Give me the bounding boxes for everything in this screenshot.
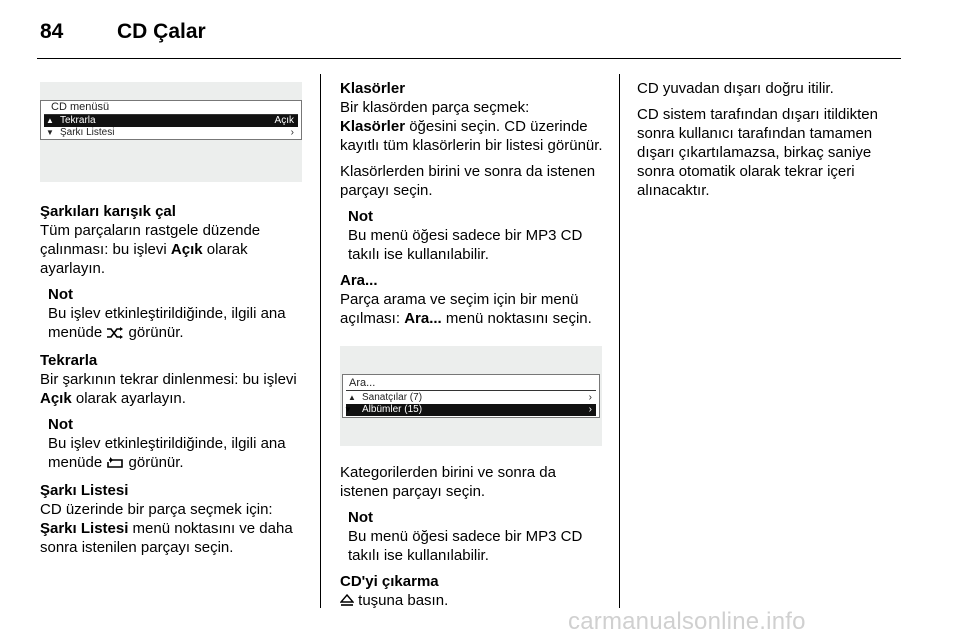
playlist-paragraph: CD üzerinde bir parça seçmek için: Şarkı Listesi menü noktasını ve daha sonra istenilen parçayı seçin. [40,501,293,556]
shuffle-paragraph: Tüm parçaların rastgele düzende çalınması: bu işlevi Açık olarak ayarlayın. [40,222,261,277]
chevron-right-icon: › [290,127,294,138]
repeat-paragraph: Bir şarkının tekrar dinlenmesi: bu işlevi Açık olarak ayarlayın. [40,371,297,407]
auto-retract-paragraph: CD sistem tarafından dışarı itildikten sonra kullanıcı tarafından tamamen dışarı çıkartılamazsa, birkaç saniye sonra otomatik olarak tekrar içeri alınacaktır. [637,106,878,199]
row-label: Tekrarla [60,115,96,126]
search-row-albums [346,404,596,416]
chevron-right-icon: › [588,392,592,403]
row-label: Sanatçılar (7) [362,392,423,403]
row-label: Şarkı Listesi [60,127,115,138]
shuffle-heading: Şarkıları karışık çal [40,203,176,220]
search-title-rule [346,390,596,391]
watermark: carmanualsonline.info [568,608,806,635]
repeat-heading: Tekrarla [40,352,98,369]
column-divider-2 [619,74,620,608]
page-number: 84 [40,20,64,43]
row-label: Albümler (15) [362,404,423,415]
cd-menu-screen [40,82,302,182]
cd-menu-row-playlist [44,127,298,139]
column-divider-1 [320,74,321,608]
note-category: Not Bu menü öğesi sadece bir MP3 CD takılı ise kullanılabilir. [340,508,608,565]
search-display [342,374,600,418]
eject-paragraph: tuşuna basın. [340,591,608,612]
note-folders: Not Bu menü öğesi sadece bir MP3 CD takılı ise kullanılabilir. [340,207,608,264]
folders-heading: Klasörler [340,80,406,97]
note-heading: Not [348,509,373,526]
cd-menu-display [40,100,302,140]
note-repeat: Not Bu işlev etkinleştirildiğinde, ilgili ana menüde görünür. [40,415,310,474]
eject-heading: CD'yi çıkarma [340,573,439,590]
column-1 [40,202,310,564]
note-heading: Not [348,208,373,225]
up-arrow-icon: ▲ [348,393,356,402]
chevron-right-icon: › [588,404,592,415]
cd-menu-title: CD menüsü [51,101,110,113]
eject-icon [340,593,354,612]
note-heading: Not [48,416,73,433]
folders-paragraph-3: Klasörlerden birini ve sonra da istenen parçayı seçin. [340,163,596,199]
search-heading: Ara... [340,272,378,289]
column-2-lower [340,463,608,619]
note-shuffle: Not Bu işlev etkinleştirildiğinde, ilgili ana menüde görünür. [40,285,310,344]
row-value: Açık [274,115,294,126]
search-title: Ara... [349,377,376,389]
category-paragraph: Kategorilerden birini ve sonra da istenen parçayı seçin. [340,464,556,500]
playlist-heading: Şarkı Listesi [40,482,129,499]
down-arrow-icon: ▼ [46,128,54,137]
header-rule [37,58,901,59]
search-paragraph: Parça arama ve seçim için bir menü açılması: Ara... menü noktasını seçin. [340,291,592,327]
cd-menu-row-repeat [44,115,298,127]
folders-paragraph-2: Klasörler öğesini seçin. CD üzerinde kayıtlı tüm klasörlerin bir listesi görünür. [340,118,603,154]
shuffle-icon [106,325,124,344]
folders-paragraph-1: Bir klasörden parça seçmek: [340,99,530,116]
repeat-icon [106,455,124,474]
search-row-artists [346,392,596,404]
page-title: CD Çalar [117,20,206,43]
search-screen [340,346,602,446]
up-arrow-icon: ▲ [46,116,54,125]
column-3 [637,79,903,207]
eject-result-paragraph: CD yuvadan dışarı doğru itilir. [637,80,834,97]
down-arrow-icon: ▼ [344,405,352,414]
column-2 [340,79,608,335]
note-heading: Not [48,286,73,303]
